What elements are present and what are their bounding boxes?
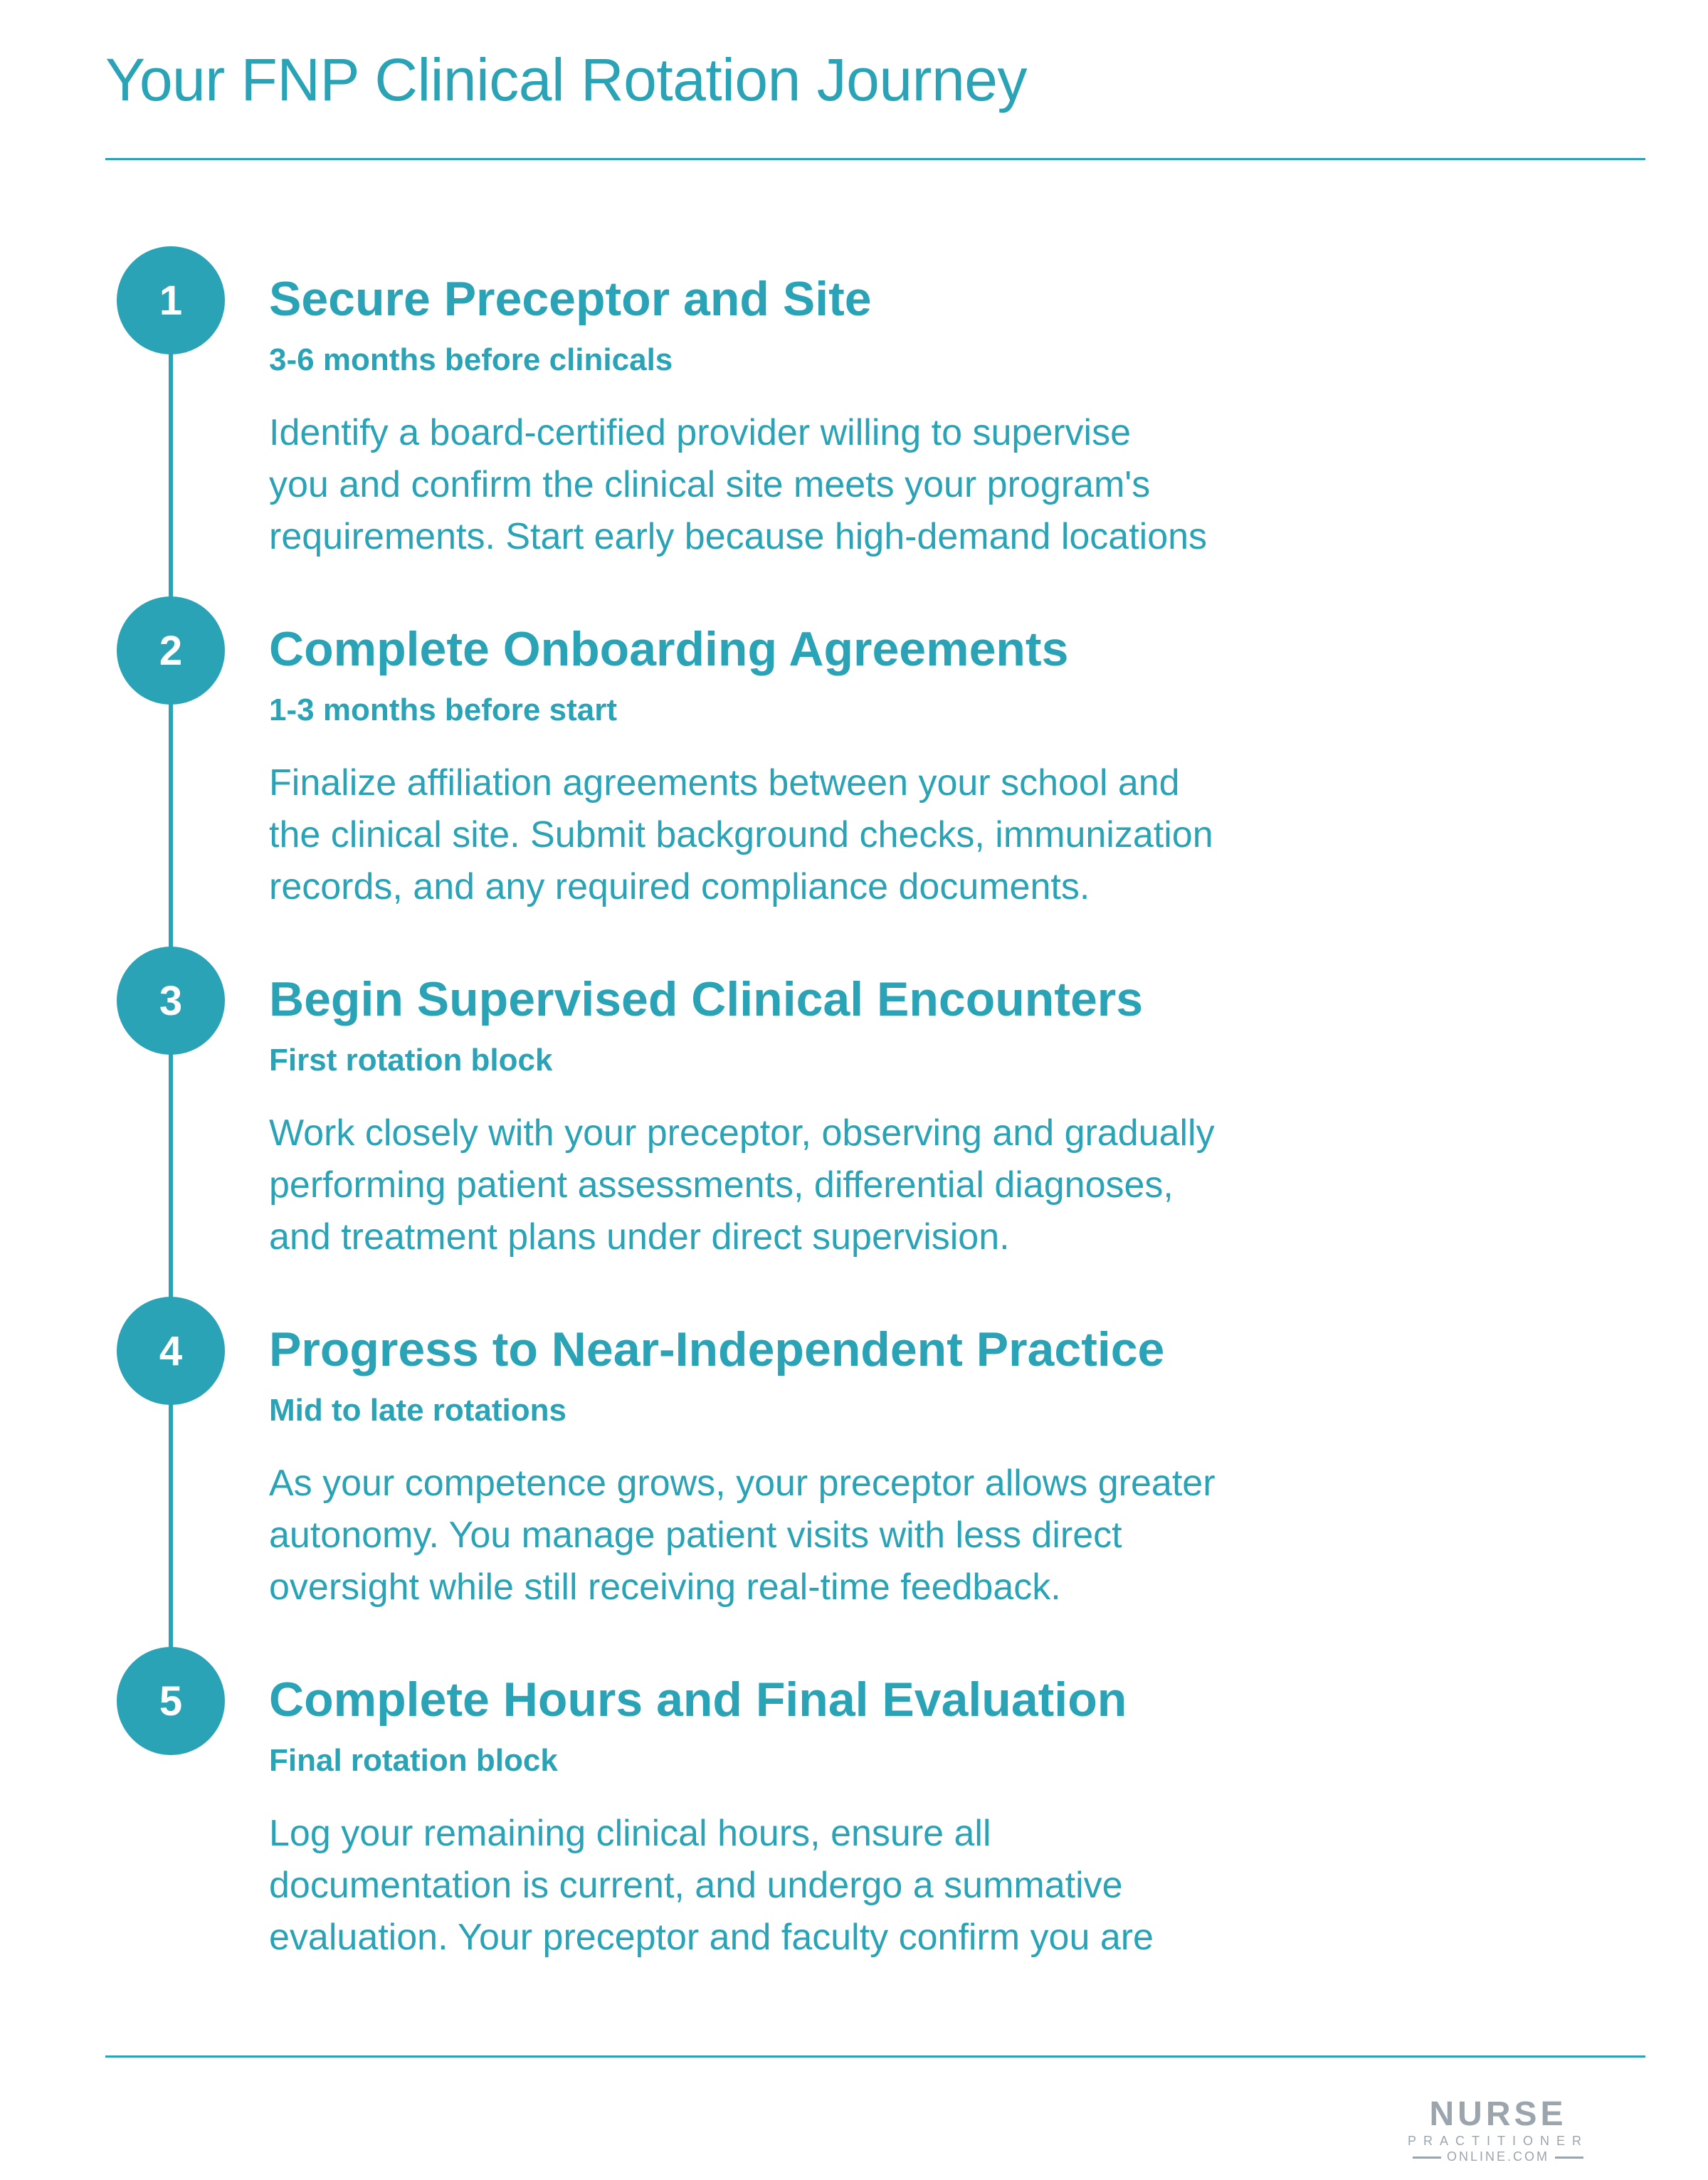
timeline-step [269, 1671, 1351, 1964]
logo-wordmark-bottom: ONLINE.COM [1446, 2149, 1549, 2164]
step-description [269, 757, 1337, 913]
logo-rule-left [1413, 2157, 1441, 2159]
description-line: documentation is current, and undergo a summative [269, 1865, 1123, 1907]
description-line: the clinical site. Submit background checks, immunization [269, 814, 1213, 856]
step-timing: 1-3 months before start [269, 692, 617, 727]
description-line: evaluation. Your preceptor and faculty confirm you are [269, 1917, 1154, 1959]
timeline-step [269, 1321, 1351, 1613]
timeline-step [269, 621, 1351, 913]
description-line: Log your remaining clinical hours, ensure all [269, 1813, 991, 1855]
logo-wordmark-middle: PRACTITIONER [1407, 2134, 1588, 2148]
logo-wordmark-bottom-row [1388, 2149, 1608, 2165]
step-title: Begin Supervised Clinical Encounters [269, 972, 1144, 1026]
page-title: Your FNP Clinical Rotation Journey [105, 46, 1028, 113]
timeline-step [269, 270, 1351, 563]
description-line: Finalize affiliation agreements between your school and [269, 762, 1180, 804]
step-title: Progress to Near-Independent Practice [269, 1322, 1165, 1376]
top-divider [105, 158, 1645, 160]
step-title: Complete Onboarding Agreements [269, 622, 1069, 676]
step-number-badge: 4 [117, 1297, 225, 1405]
step-title: Complete Hours and Final Evaluation [269, 1673, 1127, 1727]
description-line: you and confirm the clinical site meets your program's [269, 464, 1151, 506]
bottom-divider [105, 2055, 1645, 2058]
description-line: and treatment plans under direct supervision. [269, 1216, 1010, 1258]
step-number-badge: 3 [117, 947, 225, 1055]
step-timing: Final rotation block [269, 1742, 558, 1778]
description-line: performing patient assessments, differential diagnoses, [269, 1164, 1174, 1206]
step-description [269, 407, 1337, 563]
logo-rule-right [1555, 2157, 1583, 2159]
description-line: oversight while still receiving real-time feedback. [269, 1566, 1061, 1608]
step-description [269, 1458, 1337, 1613]
nurse-practitioner-online-logo [1388, 2097, 1608, 2165]
description-line: requirements. Start early because high-demand locations [269, 516, 1208, 558]
step-timing: First rotation block [269, 1042, 553, 1078]
description-line: Identify a board-certified provider willing to supervise [269, 412, 1132, 454]
step-description [269, 1107, 1337, 1263]
step-description [269, 1808, 1337, 1964]
description-line: Work closely with your preceptor, observing and gradually [269, 1112, 1215, 1154]
step-timing: 3-6 months before clinicals [269, 342, 673, 377]
step-number-badge: 1 [117, 246, 225, 354]
step-number-badge: 2 [117, 596, 225, 705]
description-line: autonomy. You manage patient visits with less direct [269, 1515, 1122, 1557]
step-timing: Mid to late rotations [269, 1392, 566, 1428]
description-line: records, and any required compliance documents. [269, 866, 1090, 908]
step-number-badge: 5 [117, 1647, 225, 1755]
description-line: As your competence grows, your preceptor allows greater [269, 1463, 1216, 1505]
timeline-step [269, 971, 1351, 1263]
logo-wordmark-top: NURSE [1429, 2095, 1567, 2133]
step-title: Secure Preceptor and Site [269, 272, 872, 326]
